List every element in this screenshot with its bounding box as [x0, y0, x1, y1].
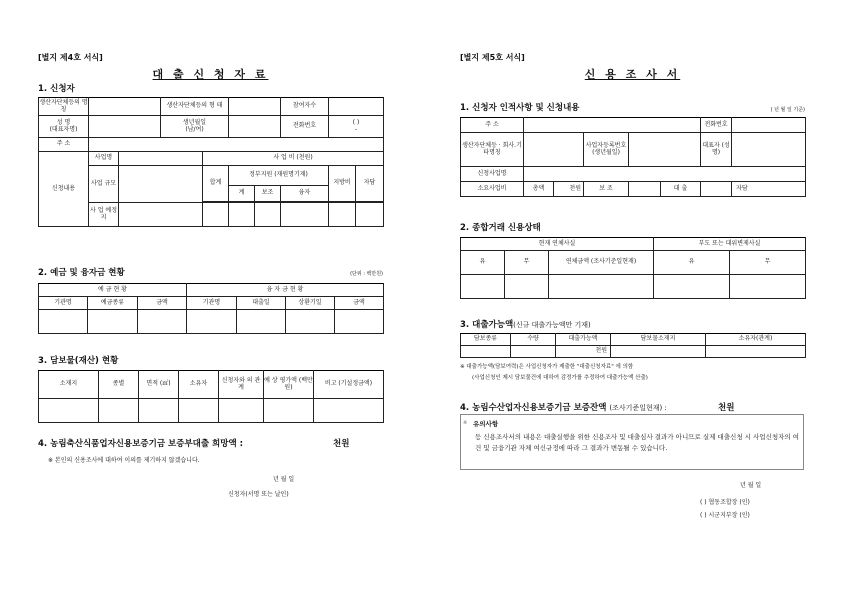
apply-label: 신청내용	[39, 152, 89, 227]
biz-name-field[interactable]	[119, 152, 203, 166]
page-title: 대 출 신 청 자 료	[152, 68, 269, 81]
table-cell[interactable]	[706, 346, 806, 358]
self-label: 자담	[732, 182, 806, 197]
reg-field[interactable]	[629, 133, 701, 167]
biz-scale-label: 사업 규모	[89, 166, 119, 203]
page-title: 신 용 조 사 서	[584, 68, 681, 81]
form-number: [별지 제4호 서식]	[38, 53, 103, 62]
col-header: 금액	[335, 297, 384, 310]
sum-label: 합계	[203, 166, 229, 202]
col-header: 대출일	[237, 297, 286, 310]
col-header: 기관명	[39, 297, 88, 310]
participants-field[interactable]	[329, 98, 384, 116]
table-cell[interactable]	[39, 310, 88, 334]
total-field[interactable]: 천원	[554, 182, 584, 197]
date-line: 년 월 일	[740, 482, 762, 489]
phone-label: 전화번호	[281, 116, 329, 138]
col-header: 예금종류	[88, 297, 138, 310]
bojo-field[interactable]	[255, 203, 281, 227]
col-header: 소유자	[179, 371, 219, 399]
name-label: 성 명 (대표자명)	[39, 116, 89, 138]
org-type-field[interactable]	[229, 98, 281, 116]
address-field[interactable]	[524, 118, 701, 133]
participants-label: 참여자수	[281, 98, 329, 116]
phone-field[interactable]	[732, 118, 806, 133]
default-header: 부도 또는 대위변제사실	[654, 238, 806, 251]
col-header: 유	[461, 251, 505, 275]
table-cell[interactable]	[179, 399, 219, 423]
org-type-label: 생산자단체등의 형 태	[161, 98, 229, 116]
total-label: 총액	[524, 182, 554, 197]
gye-label: 계	[229, 186, 255, 202]
unit-label: 천원	[718, 403, 735, 413]
table-cell[interactable]	[461, 275, 505, 299]
col-header: 유	[654, 251, 730, 275]
self-field[interactable]	[356, 203, 384, 227]
table-cell[interactable]	[461, 346, 511, 358]
org-name-label: 생산자단체등의 명 칭	[39, 98, 89, 116]
app-biz-label: 신청사업명	[461, 167, 524, 182]
org-name-field[interactable]	[89, 98, 161, 116]
biz-scale-field[interactable]	[119, 166, 203, 203]
address-field[interactable]	[89, 138, 384, 152]
col-header: 무	[505, 251, 549, 275]
sum-field[interactable]	[203, 203, 229, 227]
notice-title: 유의사항	[473, 420, 499, 428]
table-cell[interactable]	[611, 346, 706, 358]
biz-cost-label: 사 업 비 (천원)	[203, 152, 384, 166]
col-header: 예 상 평가액 (백만원)	[264, 371, 314, 399]
biz-period-field[interactable]	[119, 203, 203, 227]
table-cell[interactable]	[99, 399, 139, 423]
deposit-loan-table	[38, 283, 384, 334]
table-cell[interactable]	[335, 310, 384, 334]
deposit-header: 예 금 현 황	[39, 284, 187, 297]
table-cell[interactable]	[39, 399, 99, 423]
notice-text: 등 신용조사서의 내용은 대출실행을 위한 신용조사 및 대출심사 결과가 아니므로 실제 대출신청 시 사업신청자의 여건 및 금융기관 자체 여신규정에 따라 그 결과가 변동될 수 있습니다.	[475, 433, 800, 452]
collateral-table	[38, 370, 384, 423]
loanable-note-detail: (사업신청인 제시 담보물건에 대하여 감정가를 추정하여 대출가능액 산출)	[472, 375, 648, 381]
address-label: 주 소	[461, 118, 524, 133]
yungja-label: 융자	[281, 186, 329, 202]
table-cell[interactable]	[286, 310, 335, 334]
table-cell[interactable]	[314, 399, 384, 423]
col-header: 금액	[138, 297, 187, 310]
overdue-header: 현재 연체사실	[461, 238, 654, 251]
table-cell[interactable]	[138, 310, 187, 334]
date-line: 년 월 일	[273, 476, 295, 483]
base-date: ( 년 월 일 기준)	[770, 107, 805, 113]
applicant-table	[38, 97, 384, 227]
bojo-field[interactable]	[629, 182, 661, 197]
form-number: [별지 제5호 서식]	[460, 53, 525, 62]
self-label: 자담	[356, 166, 384, 202]
section-heading: 3. 대출가능액(신규 대출가능액만 기재)	[460, 320, 591, 330]
local-label: 지방비	[329, 166, 356, 202]
col-header: 담보종류	[461, 334, 511, 346]
table-cell[interactable]	[88, 310, 138, 334]
loan-field[interactable]	[701, 182, 732, 197]
section-heading: 2. 종합거래 신용상태	[460, 223, 541, 233]
bojo-label: 보 조	[584, 182, 629, 197]
applicant-info-table	[460, 117, 806, 197]
local-field[interactable]	[329, 203, 356, 227]
bojo-label: 보조	[255, 186, 281, 202]
yungja-field[interactable]	[281, 203, 329, 227]
col-header: 신청자와 의 관 계	[219, 371, 264, 399]
notice-box	[460, 414, 804, 470]
loanable-table	[460, 333, 806, 358]
table-cell[interactable]	[730, 275, 806, 299]
signature-line: 신청자(서명 또는 날인)	[228, 491, 289, 498]
signature-branch: ( ) 시군지부장 (인)	[700, 512, 750, 519]
col-header: 기관명	[187, 297, 237, 310]
rep-label: 대표자 (성명)	[701, 133, 732, 167]
col-header: 소유자(관계)	[706, 334, 806, 346]
unit-label: (단위 : 백만원)	[350, 271, 383, 277]
col-header: 종별	[99, 371, 139, 399]
col-header: 비고 (기설정금액)	[314, 371, 384, 399]
col-header: 대출가능액	[556, 334, 611, 346]
signature-union: ( ) 협동조합장 (인)	[700, 499, 750, 506]
loan-header: 융 자 금 현 황	[187, 284, 384, 297]
col-header: 연체금액 (조사기준일현재)	[549, 251, 654, 275]
consent-note: ※ 본인의 신용조사에 대하여 이의를 제기하지 않겠습니다.	[48, 457, 200, 464]
unit-label: 천원	[333, 439, 350, 449]
table-cell[interactable]	[505, 275, 549, 299]
org-field[interactable]	[524, 133, 584, 167]
org-label: 생산자단체등 · 회사.기타명칭	[461, 133, 524, 167]
loan-label: 대 출	[661, 182, 701, 197]
phone-field[interactable]: ( ) -	[329, 116, 384, 138]
phone-label: 전화번호	[701, 118, 732, 133]
table-cell[interactable]	[654, 275, 730, 299]
table-cell[interactable]	[511, 346, 556, 358]
gov-label: 정부지원 (재원명기재)	[229, 166, 329, 186]
section-heading: 1. 신청자 인적사항 및 신청내용	[460, 103, 580, 113]
table-cell[interactable]	[139, 399, 179, 423]
table-cell[interactable]	[264, 399, 314, 423]
col-header: 상환기일	[286, 297, 335, 310]
section-heading: 4. 농림수산업자신용보증기금 보증잔액 (조사기준일현재) :	[460, 403, 667, 413]
credit-report-form	[460, 0, 805, 595]
section-heading: 2. 예금 및 융자금 현황	[38, 268, 125, 278]
credit-status-table	[460, 237, 806, 299]
loanable-note: ※ 대출가능액(담보여력)은 사업신청자가 제출한 "대출신청자료" 에 의함	[460, 364, 634, 370]
biz-name-label: 사업명	[89, 152, 119, 166]
birthdate-label: 생년월일 (남/여)	[161, 116, 229, 138]
table-cell[interactable]: 천원	[556, 346, 611, 358]
section-heading: 1. 신청자	[38, 84, 75, 94]
table-cell[interactable]	[219, 399, 264, 423]
table-cell[interactable]	[237, 310, 286, 334]
loan-application-form	[38, 0, 383, 595]
biz-period-label: 사 업 예정지	[89, 203, 119, 227]
col-header: 면적 (㎡)	[139, 371, 179, 399]
app-biz-field[interactable]	[524, 167, 806, 182]
birthdate-field[interactable]	[229, 116, 281, 138]
col-header: 담보물소재지	[611, 334, 706, 346]
col-header: 무	[730, 251, 806, 275]
guarantee-heading: 4. 농림축산식품업자신용보증기금 보증부대출 희망액 :	[38, 439, 244, 449]
gye-field[interactable]	[229, 203, 255, 227]
reg-label: 사업자등록번호 (생년월일)	[584, 133, 629, 167]
table-cell[interactable]	[187, 310, 237, 334]
col-header: 수량	[511, 334, 556, 346]
col-header: 소재지	[39, 371, 99, 399]
address-label: 주 소	[39, 138, 89, 152]
cost-label: 소요사업비	[461, 182, 524, 197]
rep-field[interactable]	[732, 133, 806, 167]
table-cell[interactable]	[549, 275, 654, 299]
name-field[interactable]	[89, 116, 161, 138]
section-heading: 3. 담보물(재산) 현황	[38, 356, 119, 366]
notice-mark: ※	[463, 420, 468, 426]
